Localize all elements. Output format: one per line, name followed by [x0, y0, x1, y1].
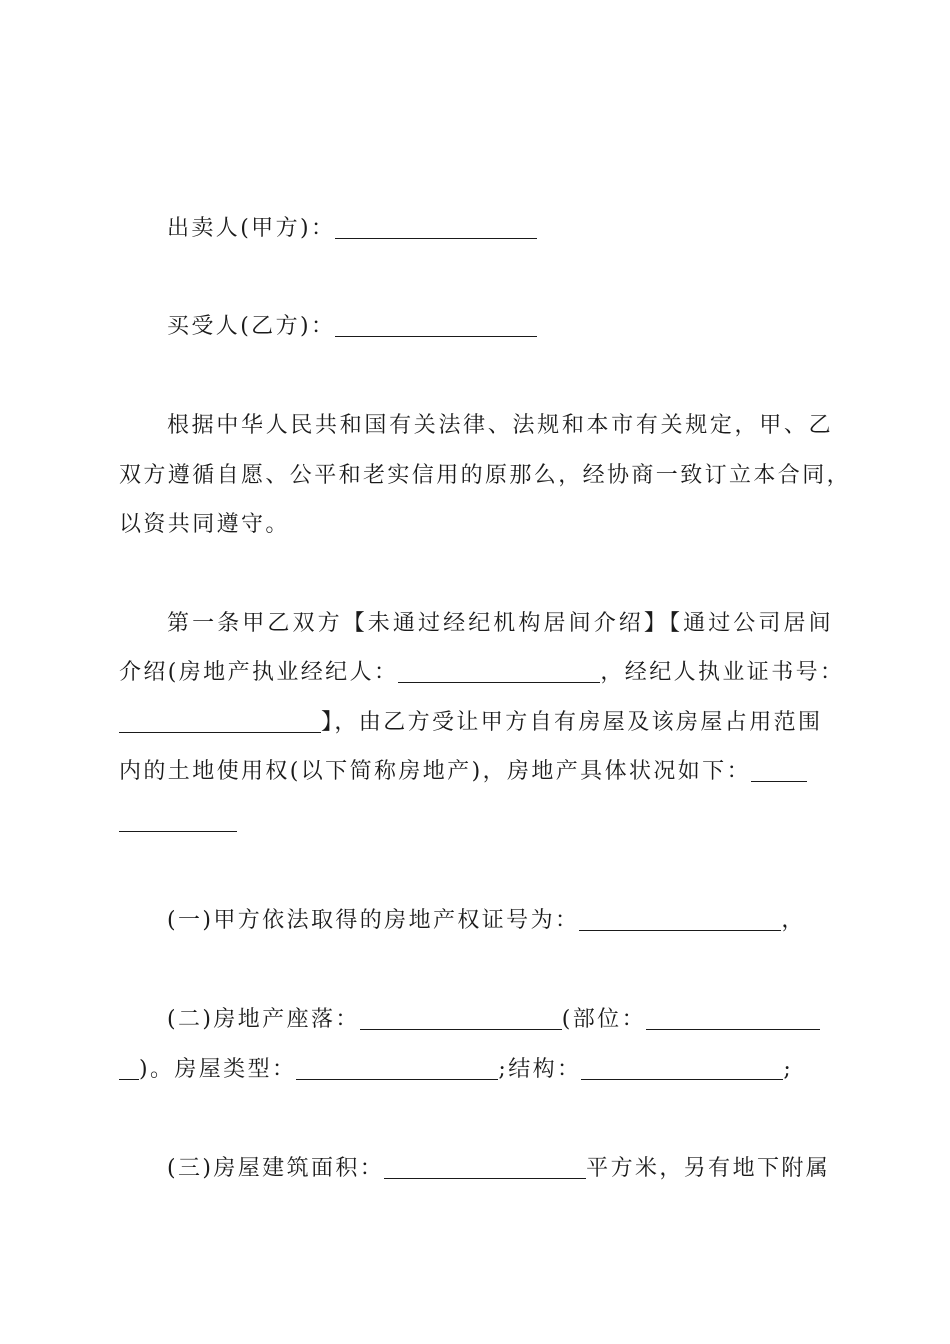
certificate-number-blank [579, 908, 781, 931]
item2-location-label: (二)房地产座落： [167, 1007, 360, 1032]
broker-name-blank [398, 660, 600, 683]
item2-line-1 [167, 1004, 833, 1036]
article1-line-3 [119, 707, 833, 739]
item3-line [167, 1153, 833, 1185]
item1-suffix: ， [781, 908, 806, 933]
preamble-line-2: 双方遵循自愿、公平和老实信用的原那么，经协商一致订立本合同， [119, 463, 852, 488]
item3-area-unit: 平方米，另有地下附属 [586, 1156, 831, 1181]
broker-cert-label: ，经纪人执业证书号： [600, 660, 845, 685]
part-blank [646, 1007, 820, 1030]
seller-label: 出卖人(甲方)： [167, 216, 336, 241]
article1-line-3-text: 】，由乙方受让甲方自有房屋及该房屋占用范围 [321, 710, 823, 735]
structure-blank [581, 1057, 783, 1080]
location-blank [360, 1007, 562, 1030]
property-status-blank [751, 759, 807, 782]
item1-label: (一)甲方依法取得的房地产权证号为： [167, 908, 580, 933]
buyer-name-blank [335, 314, 537, 337]
article1-line-1: 第一条甲乙双方【未通过经纪机构居间介绍】【通过公司居间 [167, 611, 833, 636]
item2-type-label: )。房屋类型： [139, 1057, 297, 1082]
seller-line [167, 213, 833, 245]
item1-line [167, 905, 833, 937]
item2-suffix: ; [783, 1057, 794, 1082]
item3-area-label: (三)房屋建筑面积： [167, 1156, 385, 1181]
property-status-blank-cont [119, 809, 237, 832]
item2-line-2 [119, 1054, 833, 1086]
article1-line-4 [119, 756, 833, 788]
buyer-line [167, 311, 833, 343]
house-type-blank [296, 1057, 498, 1080]
seller-name-blank [335, 216, 537, 239]
article1-line-2 [119, 657, 845, 689]
part-blank-cont [119, 1057, 139, 1080]
buyer-label: 买受人(乙方)： [167, 314, 336, 339]
preamble-line-1: 根据中华人民共和国有关法律、法规和本市有关规定，甲、乙 [167, 413, 833, 438]
area-blank [384, 1156, 586, 1179]
item2-structure-label: ;结构： [498, 1057, 582, 1082]
article1-line-4-text: 内的土地使用权(以下简称房地产)，房地产具体状况如下： [119, 759, 751, 784]
broker-label: 介绍(房地产执业经纪人： [119, 660, 399, 685]
broker-cert-blank [119, 710, 321, 733]
article1-line-5 [119, 806, 833, 838]
item2-part-label: (部位： [561, 1007, 646, 1032]
preamble-line-3: 以资共同遵守。 [119, 512, 290, 537]
